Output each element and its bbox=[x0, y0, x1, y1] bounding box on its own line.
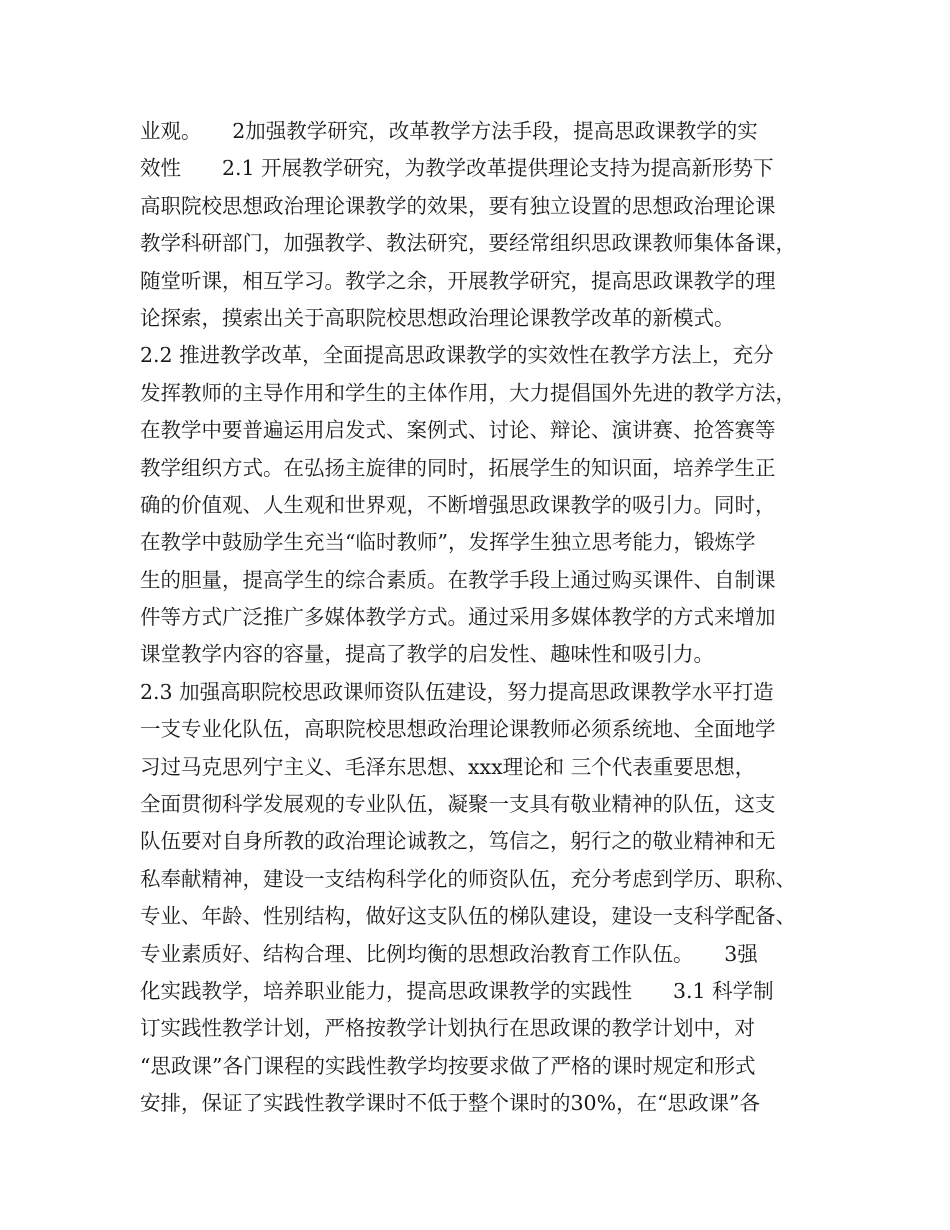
text-line: 习过马克思列宁主义、毛泽东思想、xxx理论和 三个代表重要思想， bbox=[140, 754, 756, 779]
text-line: 私奉献精神，建设一支结构科学化的师资队伍，充分考虑到学历、职称、 bbox=[140, 866, 796, 891]
text-line: 确的价值观、人生观和世界观，不断增强思政课教学的吸引力。同时， bbox=[140, 492, 776, 517]
text-line: 教学科研部门，加强教学、教法研究，要经常组织思政课教师集体备课， bbox=[140, 231, 796, 256]
text-line: 件等方式广泛推广多媒体教学方式。通过采用多媒体教学的方式来增加 bbox=[140, 605, 776, 630]
text-line: 在教学中鼓励学生充当“临时教师”，发挥学生独立思考能力，锻炼学 bbox=[140, 530, 756, 555]
body-text bbox=[140, 113, 830, 1123]
text-line: 教学组织方式。在弘扬主旋律的同时，拓展学生的知识面，培养学生正 bbox=[140, 455, 776, 480]
text-line: 2.2 推进教学改革，全面提高思政课教学的实效性在教学方法上，充分 bbox=[140, 343, 774, 368]
text-line: 业观。 2加强教学研究，改革教学方法手段，提高思政课教学的实 bbox=[140, 119, 758, 143]
text-line: 发挥教师的主导作用和学生的主体作用，大力提倡国外先进的教学方法， bbox=[140, 380, 796, 405]
text-line: 专业、年龄、性别结构，做好这支队伍的梯队建设，建设一支科学配备、 bbox=[140, 904, 796, 929]
text-line: 生的胆量，提高学生的综合素质。在教学手段上通过购买课件、自制课 bbox=[140, 567, 776, 592]
text-line: 专业素质好、结构合理、比例均衡的思想政治教育工作队伍。 3强 bbox=[140, 941, 758, 966]
text-line: 论探索，摸索出关于高职院校思想政治理论课教学改革的新模式。 bbox=[140, 305, 735, 330]
text-line: 高职院校思想政治理论课教学的效果，要有独立设置的思想政治理论课 bbox=[140, 193, 776, 218]
text-line: 队伍要对自身所教的政治理论诚教之，笃信之，躬行之的敬业精神和无 bbox=[140, 829, 776, 854]
text-line: 在教学中要普遍运用启发式、案例式、讨论、辩论、演讲赛、抢答赛等 bbox=[140, 418, 776, 443]
text-line: 订实践性教学计划，严格按教学计划执行在思政课的教学计划中，对 bbox=[140, 1016, 755, 1041]
text-line: 2.3 加强高职院校思政课师资队伍建设，努力提高思政课教学水平打造 bbox=[140, 679, 774, 704]
text-line: 课堂教学内容的容量，提高了教学的启发性、趣味性和吸引力。 bbox=[140, 642, 714, 667]
text-line: 全面贯彻科学发展观的专业队伍，凝聚一支具有敬业精神的队伍，这支 bbox=[140, 792, 776, 817]
text-line: 随堂听课，相互学习。教学之余，开展教学研究，提高思政课教学的理 bbox=[140, 268, 776, 293]
text-line: “思政课”各门课程的实践性教学均按要求做了严格的课时规定和形式 bbox=[140, 1053, 756, 1078]
text-line: 安排，保证了实践性教学课时不低于整个课时的30%，在“思政课”各 bbox=[140, 1091, 761, 1116]
text-line: 化实践教学，培养职业能力，提高思政课教学的实践性 3.1 科学制 bbox=[140, 978, 774, 1003]
text-line: 一支专业化队伍，高职院校思想政治理论课教师必须系统地、全面地学 bbox=[140, 717, 776, 742]
text-line: 效性 2.1 开展教学研究，为教学改革提供理论支持为提高新形势下 bbox=[140, 156, 774, 181]
